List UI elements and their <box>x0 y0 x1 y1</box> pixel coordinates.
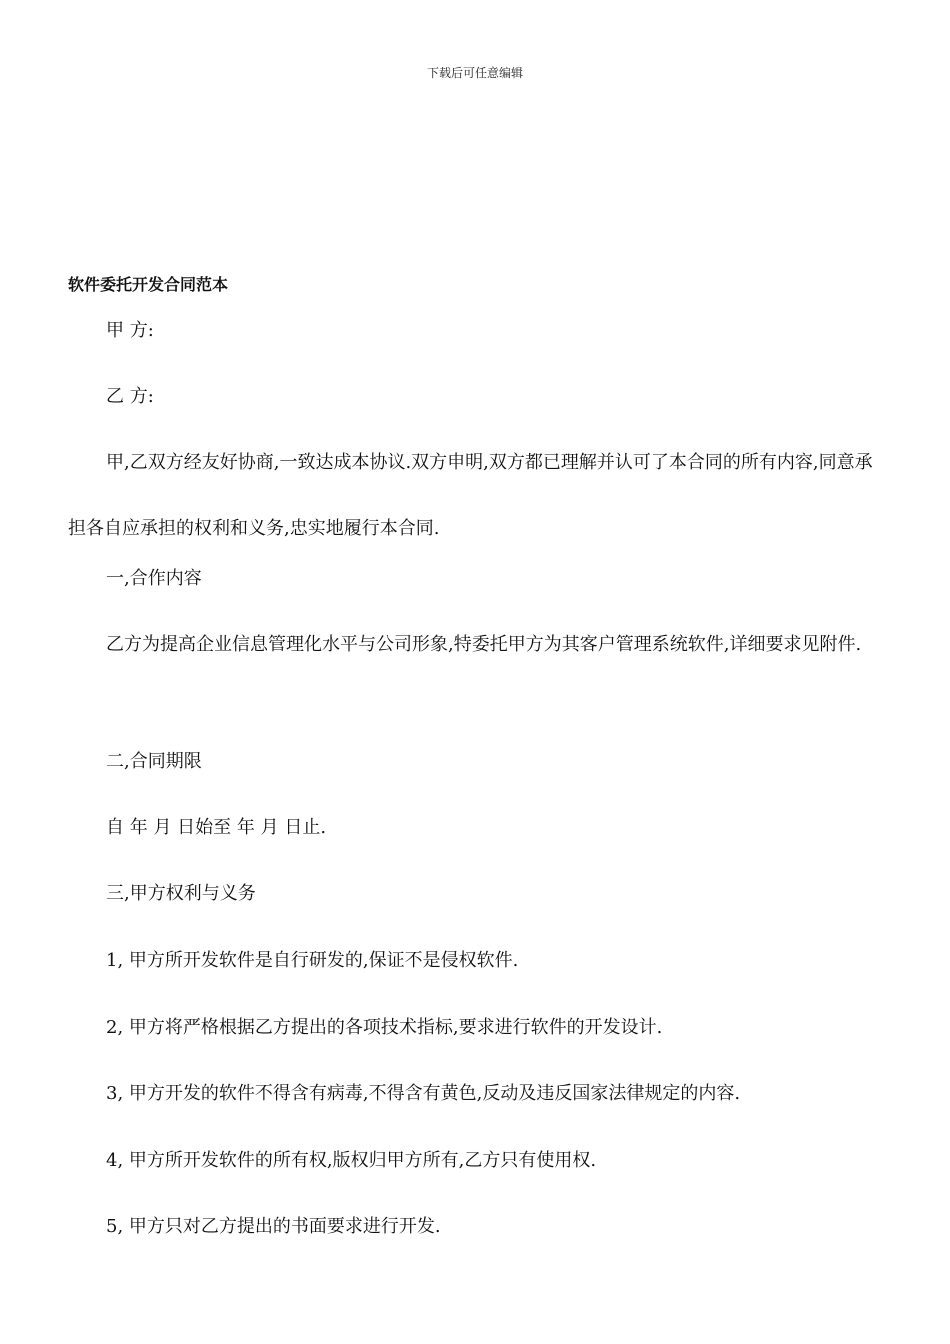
section-3-item-1: 1, 甲方所开发软件是自行研发的,保证不是侵权软件. <box>106 950 519 971</box>
header-note: 下载后可任意编辑 <box>426 66 523 80</box>
section-3-item-2: 2, 甲方将严格根据乙方提出的各项技术指标,要求进行软件的开发设计. <box>106 1017 663 1038</box>
section-3-heading: 三,甲方权利与义务 <box>106 883 256 904</box>
section-1-body: 乙方为提高企业信息管理化水平与公司形象,特委托甲方为其客户管理系统软件,详细要求见附件. <box>106 634 862 655</box>
party-a-line: 甲 方: <box>106 320 154 341</box>
preamble-paragraph: 甲,乙双方经友好协商,一致达成本协议.双方申明,双方都已理解并认可了本合同的所有内容,同意承担各自应承担的权利和义务,忠实地履行本合同. <box>68 452 873 539</box>
section-2-body: 自 年 月 日始至 年 月 日止. <box>106 817 327 838</box>
section-3-item-4: 4, 甲方所开发软件的所有权,版权归甲方所有,乙方只有使用权. <box>106 1150 597 1171</box>
document-title: 软件委托开发合同范本 <box>68 275 229 294</box>
section-2-heading: 二,合同期限 <box>106 751 202 772</box>
section-1-heading: 一,合作内容 <box>106 568 202 589</box>
section-3-item-3: 3, 甲方开发的软件不得含有病毒,不得含有黄色,反动及违反国家法律规定的内容. <box>106 1083 741 1104</box>
section-3-item-5: 5, 甲方只对乙方提出的书面要求进行开发. <box>106 1216 441 1237</box>
party-b-line: 乙 方: <box>106 386 154 407</box>
